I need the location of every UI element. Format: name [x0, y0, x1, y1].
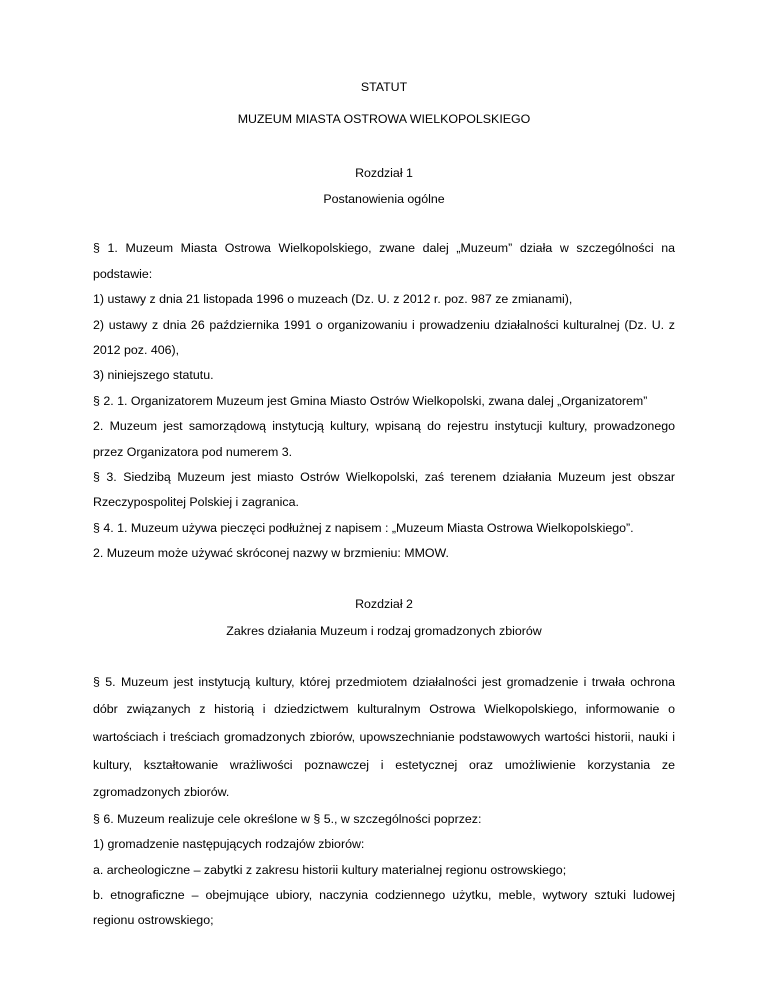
chapter-1-name: Postanowienia ogólne	[323, 191, 445, 206]
document-title: STATUT	[360, 80, 408, 94]
paragraph-3: § 3. Siedzibą Muzeum jest miasto Ostrów Wielkopolski, zaś terenem działania Muzeum jest obszar Rzeczypospolitej Polskiej i zagranica.	[93, 470, 675, 510]
chapter-2-heading: Rozdział 2	[355, 596, 413, 611]
paragraph-4-point-1: § 4. 1. Muzeum używa pieczęci podłużnej z napisem : „Muzeum Miasta Ostrowa Wielkopolskiego”.	[93, 520, 634, 535]
paragraph-1-intro: § 1. Muzeum Miasta Ostrowa Wielkopolskiego, zwane dalej „Muzeum” działa w szczególności na podstawie:	[93, 241, 675, 281]
paragraph-6-item-b: b. etnograficzne – obejmujące ubiory, naczynia codziennego użytku, meble, wytwory sztuki ludowej regionu ostrowskiego;	[93, 888, 675, 928]
chapter-1-heading: Rozdział 1	[355, 166, 413, 181]
paragraph-6-item-a: a. archeologiczne – zabytki z zakresu historii kultury materialnej regionu ostrowskiego;	[93, 862, 567, 877]
paragraph-1-item-3: 3) niniejszego statutu.	[93, 368, 214, 383]
paragraph-6-intro: § 6. Muzeum realizuje cele określone w § 5., w szczególności poprzez:	[93, 811, 482, 826]
paragraph-1-item-1: 1) ustawy z dnia 21 listopada 1996 o muzeach (Dz. U. z 2012 r. poz. 987 ze zmianami),	[93, 292, 573, 307]
paragraph-2-point-2: 2. Muzeum jest samorządową instytucją kultury, wpisaną do rejestru instytucji kultury, prowadzonego przez Organizatora pod numerem 3.	[93, 419, 675, 459]
paragraph-4-point-2: 2. Muzeum może używać skróconej nazwy w brzmieniu: MMOW.	[93, 546, 449, 561]
chapter-2-name: Zakres działania Muzeum i rodzaj gromadzonych zbiorów	[226, 624, 542, 639]
paragraph-5: § 5. Muzeum jest instytucją kultury, której przedmiotem działalności jest gromadzenie i trwała ochrona dóbr związanych z historią i dziedzictwem kulturalnym Ostrowa Wielkopolskiego, informowanie o wartościach i treściach gromadzonych zbiorów, upowszechnianie podstawowych wartości historii, nauki i kultury, kształtowanie wrażliwości poznawczej i estetycznej oraz umożliwienie korzystania ze zgromadzonych zbiorów.	[93, 674, 675, 800]
document-subtitle: MUZEUM MIASTA OSTROWA WIELKOPOLSKIEGO	[237, 111, 531, 126]
paragraph-1-item-2: 2) ustawy z dnia 26 października 1991 o organizowaniu i prowadzeniu działalności kulturalnej (Dz. U. z 2012 poz. 406),	[93, 317, 675, 357]
paragraph-6-item-1: 1) gromadzenie następujących rodzajów zbiorów:	[93, 837, 365, 852]
paragraph-2-point-1: § 2. 1. Organizatorem Muzeum jest Gmina Miasto Ostrów Wielkopolski, zwana dalej „Organizatorem”	[93, 393, 648, 408]
